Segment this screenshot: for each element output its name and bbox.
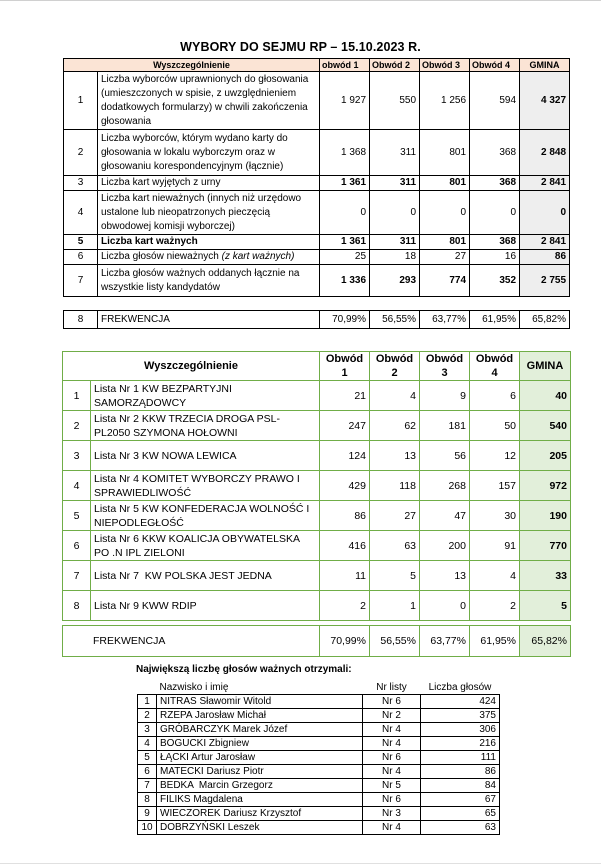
summary-header-label: Wyszczególnienie <box>64 59 320 72</box>
row-index: 7 <box>64 265 98 297</box>
list-gmina: 40 <box>520 381 571 411</box>
summary-turnout-table <box>63 310 570 329</box>
candidate-row <box>138 709 500 723</box>
list-index: 2 <box>63 411 91 441</box>
list-row <box>63 381 571 411</box>
list-row <box>63 561 571 591</box>
list-v4: 30 <box>470 501 520 531</box>
list-v2: 1 <box>370 591 420 621</box>
candidate-list: Nr 6 <box>363 751 421 765</box>
list-label: Lista Nr 1 KW BEZPARTYJNI SAMORZĄDOWCY <box>91 381 320 411</box>
candidate-row <box>138 751 500 765</box>
candidate-name: FILIKS Magdalena <box>157 793 363 807</box>
row-label: Liczba kart nieważnych (innych niż urzędowo ustalone lub nieopatrzonych pieczęcią obwodowej komisji wyborczej) <box>98 191 320 235</box>
list-v2: 4 <box>370 381 420 411</box>
candidate-list: Nr 4 <box>363 737 421 751</box>
lists-turnout-gmina: 65,82% <box>520 626 571 657</box>
candidate-row <box>138 779 500 793</box>
cell-v4: 368 <box>470 176 520 191</box>
candidate-votes: 111 <box>421 751 500 765</box>
candidate-votes: 375 <box>421 709 500 723</box>
list-label: Lista Nr 7 KW POLSKA JEST JEDNA <box>91 561 320 591</box>
list-label: Lista Nr 5 KW KONFEDERACJA WOLNOŚĆ I NIEPODLEGŁOŚĆ <box>91 501 320 531</box>
list-index: 7 <box>63 561 91 591</box>
candidate-name: MATECKI Dariusz Piotr <box>157 765 363 779</box>
summary-row <box>64 191 570 235</box>
cell-v1: 25 <box>320 250 370 265</box>
row-index: 3 <box>64 176 98 191</box>
summary-header-row <box>64 59 570 72</box>
summary-row <box>64 176 570 191</box>
candidate-name: RZEPA Jarosław Michał <box>157 709 363 723</box>
row-label: Liczba kart wyjętych z urny <box>98 176 320 191</box>
list-row <box>63 501 571 531</box>
candidate-name: ŁĄCKI Artur Jarosław <box>157 751 363 765</box>
list-v2: 5 <box>370 561 420 591</box>
candidate-list: Nr 4 <box>363 723 421 737</box>
list-row <box>63 471 571 501</box>
turnout-v3: 63,77% <box>420 311 470 329</box>
candidate-row <box>138 807 500 821</box>
cell-v2: 550 <box>370 72 420 130</box>
candidate-row <box>138 723 500 737</box>
list-v2: 118 <box>370 471 420 501</box>
list-index: 8 <box>63 591 91 621</box>
lists-header-label: Wyszczególnienie <box>63 352 320 381</box>
cell-v1: 1 336 <box>320 265 370 297</box>
summary-row <box>64 72 570 130</box>
list-label: Lista Nr 4 KOMITET WYBORCZY PRAWO I SPRAWIEDLIWOŚĆ <box>91 471 320 501</box>
row-label-text: Liczba głosów nieważnych <box>101 251 219 262</box>
row-label: Liczba wyborców, którym wydano karty do głosowania w lokalu wyborczym oraz w głosowaniu korespondencyjnym (łącznie) <box>98 130 320 176</box>
cell-v4: 368 <box>470 235 520 250</box>
page-title: WYBORY DO SEJMU RP – 15.10.2023 R. <box>180 40 421 54</box>
list-v1: 86 <box>320 501 370 531</box>
candidate-index: 9 <box>138 807 157 821</box>
cell-v1: 1 368 <box>320 130 370 176</box>
cell-v2: 18 <box>370 250 420 265</box>
candidate-row <box>138 821 500 835</box>
list-gmina: 770 <box>520 531 571 561</box>
summary-header-col1: obwód 1 <box>320 59 370 72</box>
turnout-label: FREKWENCJA <box>98 311 320 329</box>
candidate-name: DOBRZYŃSKI Leszek <box>157 821 363 835</box>
list-v3: 13 <box>420 561 470 591</box>
list-v2: 63 <box>370 531 420 561</box>
list-v3: 9 <box>420 381 470 411</box>
list-v3: 181 <box>420 411 470 441</box>
cell-v4: 594 <box>470 72 520 130</box>
lists-turnout-v2: 56,55% <box>370 626 420 657</box>
cell-gmina: 0 <box>520 191 570 235</box>
cell-v2: 311 <box>370 176 420 191</box>
lists-header-row <box>63 352 571 381</box>
summary-header-col4: Obwód 4 <box>470 59 520 72</box>
list-index: 4 <box>63 471 91 501</box>
candidate-votes: 424 <box>421 695 500 709</box>
list-v4: 91 <box>470 531 520 561</box>
candidate-name: NITRAS Sławomir Witold <box>157 695 363 709</box>
candidate-index: 7 <box>138 779 157 793</box>
row-index: 6 <box>64 250 98 265</box>
cell-v3: 774 <box>420 265 470 297</box>
candidate-row <box>138 765 500 779</box>
cell-v3: 27 <box>420 250 470 265</box>
cell-v4: 0 <box>470 191 520 235</box>
row-label <box>98 250 320 265</box>
summary-row <box>64 130 570 176</box>
candidates-table <box>137 681 500 835</box>
candidate-index: 3 <box>138 723 157 737</box>
list-v4: 157 <box>470 471 520 501</box>
list-gmina: 972 <box>520 471 571 501</box>
cell-gmina: 4 327 <box>520 72 570 130</box>
list-v1: 21 <box>320 381 370 411</box>
list-row <box>63 591 571 621</box>
candidate-index: 10 <box>138 821 157 835</box>
list-label: Lista Nr 3 KW NOWA LEWICA <box>91 441 320 471</box>
candidate-votes: 63 <box>421 821 500 835</box>
list-v4: 2 <box>470 591 520 621</box>
row-index: 1 <box>64 72 98 130</box>
lists-header-gmina: GMINA <box>520 352 571 381</box>
lists-header-col3: Obwód 3 <box>420 352 470 381</box>
lists-header-col1: Obwód 1 <box>320 352 370 381</box>
candidate-name: GRÓBARCZYK Marek Józef <box>157 723 363 737</box>
list-index: 5 <box>63 501 91 531</box>
row-label: Liczba głosów ważnych oddanych łącznie na wszystkie listy kandydatów <box>98 265 320 297</box>
list-v2: 27 <box>370 501 420 531</box>
list-v4: 50 <box>470 411 520 441</box>
candidate-list: Nr 2 <box>363 709 421 723</box>
list-v4: 4 <box>470 561 520 591</box>
lists-header-col4: Obwód 4 <box>470 352 520 381</box>
cell-v2: 0 <box>370 191 420 235</box>
turnout-v2: 56,55% <box>370 311 420 329</box>
cell-v1: 1 927 <box>320 72 370 130</box>
page-top-edge <box>0 0 601 1</box>
row-label: Liczba kart ważnych <box>98 235 320 250</box>
candidate-list: Nr 5 <box>363 779 421 793</box>
cell-v3: 801 <box>420 130 470 176</box>
cell-v4: 368 <box>470 130 520 176</box>
lists-turnout-v1: 70,99% <box>320 626 370 657</box>
row-index: 5 <box>64 235 98 250</box>
candidate-list: Nr 3 <box>363 807 421 821</box>
list-index: 1 <box>63 381 91 411</box>
list-index: 3 <box>63 441 91 471</box>
summary-row <box>64 235 570 250</box>
list-v1: 429 <box>320 471 370 501</box>
candidate-votes: 306 <box>421 723 500 737</box>
list-gmina: 190 <box>520 501 571 531</box>
list-v3: 0 <box>420 591 470 621</box>
summary-row <box>64 250 570 265</box>
candidate-list: Nr 4 <box>363 765 421 779</box>
summary-table <box>63 58 570 297</box>
candidates-header-list: Nr listy <box>376 681 407 693</box>
cell-gmina: 2 841 <box>520 176 570 191</box>
candidate-list: Nr 4 <box>363 821 421 835</box>
list-v1: 11 <box>320 561 370 591</box>
candidate-votes: 67 <box>421 793 500 807</box>
list-gmina: 5 <box>520 591 571 621</box>
cell-v3: 1 256 <box>420 72 470 130</box>
candidate-row <box>138 793 500 807</box>
list-row <box>63 531 571 561</box>
cell-v3: 801 <box>420 176 470 191</box>
lists-turnout-row <box>63 626 571 657</box>
candidate-index: 8 <box>138 793 157 807</box>
row-index: 4 <box>64 191 98 235</box>
summary-header-gmina: GMINA <box>520 59 570 72</box>
list-v3: 47 <box>420 501 470 531</box>
candidate-votes: 65 <box>421 807 500 821</box>
candidate-index: 4 <box>138 737 157 751</box>
candidate-row <box>138 737 500 751</box>
candidate-index: 5 <box>138 751 157 765</box>
candidate-row <box>138 695 500 709</box>
cell-gmina: 2 841 <box>520 235 570 250</box>
list-v4: 12 <box>470 441 520 471</box>
candidate-index: 2 <box>138 709 157 723</box>
row-label-note: (z kart ważnych) <box>221 251 295 262</box>
list-v2: 62 <box>370 411 420 441</box>
candidate-index: 6 <box>138 765 157 779</box>
candidate-index: 1 <box>138 695 157 709</box>
cell-v2: 311 <box>370 130 420 176</box>
lists-turnout-label: FREKWENCJA <box>63 626 320 657</box>
candidates-title: Największą liczbę głosów ważnych otrzymali: <box>136 664 352 675</box>
cell-v2: 311 <box>370 235 420 250</box>
cell-v3: 801 <box>420 235 470 250</box>
summary-header-col3: Obwód 3 <box>420 59 470 72</box>
turnout-gmina: 65,82% <box>520 311 570 329</box>
cell-v1: 0 <box>320 191 370 235</box>
cell-gmina: 86 <box>520 250 570 265</box>
list-v1: 416 <box>320 531 370 561</box>
list-v1: 2 <box>320 591 370 621</box>
list-label: Lista Nr 6 KKW KOALICJA OBYWATELSKA PO .N IPL ZIELONI <box>91 531 320 561</box>
list-v4: 6 <box>470 381 520 411</box>
candidates-header-blank <box>138 681 157 695</box>
list-gmina: 33 <box>520 561 571 591</box>
list-v1: 247 <box>320 411 370 441</box>
candidate-list: Nr 6 <box>363 793 421 807</box>
candidate-name: BOGUCKI Zbigniew <box>157 737 363 751</box>
lists-turnout-v3: 63,77% <box>420 626 470 657</box>
list-v3: 268 <box>420 471 470 501</box>
candidate-votes: 84 <box>421 779 500 793</box>
candidate-name: WIECZOREK Dariusz Krzysztof <box>157 807 363 821</box>
list-index: 6 <box>63 531 91 561</box>
cell-v3: 0 <box>420 191 470 235</box>
cell-gmina: 2 848 <box>520 130 570 176</box>
turnout-index: 8 <box>64 311 98 329</box>
cell-gmina: 2 755 <box>520 265 570 297</box>
cell-v2: 293 <box>370 265 420 297</box>
summary-turnout-row <box>64 311 570 329</box>
row-label: Liczba wyborców uprawnionych do głosowania (umieszczonych w spisie, z uwzględnieniem dodatkowych formularzy) w chwili zakończenia głosowania <box>98 72 320 130</box>
turnout-v1: 70,99% <box>320 311 370 329</box>
lists-turnout-table <box>62 625 571 657</box>
candidates-header-votes: Liczba głosów <box>428 681 492 693</box>
lists-header-col2: Obwód 2 <box>370 352 420 381</box>
list-row <box>63 441 571 471</box>
list-gmina: 205 <box>520 441 571 471</box>
cell-v4: 16 <box>470 250 520 265</box>
candidate-votes: 216 <box>421 737 500 751</box>
list-v3: 56 <box>420 441 470 471</box>
candidates-header-name: Nazwisko i imię <box>159 681 229 693</box>
candidate-votes: 86 <box>421 765 500 779</box>
list-label: Lista Nr 2 KKW TRZECIA DROGA PSL-PL2050 SZYMONA HOŁOWNI <box>91 411 320 441</box>
candidate-name: BEDKA Marcin Grzegorz <box>157 779 363 793</box>
list-v3: 200 <box>420 531 470 561</box>
list-v2: 13 <box>370 441 420 471</box>
lists-table <box>62 351 571 621</box>
row-index: 2 <box>64 130 98 176</box>
summary-row <box>64 265 570 297</box>
list-v1: 124 <box>320 441 370 471</box>
cell-v4: 352 <box>470 265 520 297</box>
candidates-header-row <box>138 681 500 695</box>
list-row <box>63 411 571 441</box>
cell-v1: 1 361 <box>320 176 370 191</box>
list-gmina: 540 <box>520 411 571 441</box>
summary-header-col2: Obwód 2 <box>370 59 420 72</box>
lists-turnout-v4: 61,95% <box>470 626 520 657</box>
candidate-list: Nr 6 <box>363 695 421 709</box>
turnout-v4: 61,95% <box>470 311 520 329</box>
cell-v1: 1 361 <box>320 235 370 250</box>
list-label: Lista Nr 9 KWW RDIP <box>91 591 320 621</box>
